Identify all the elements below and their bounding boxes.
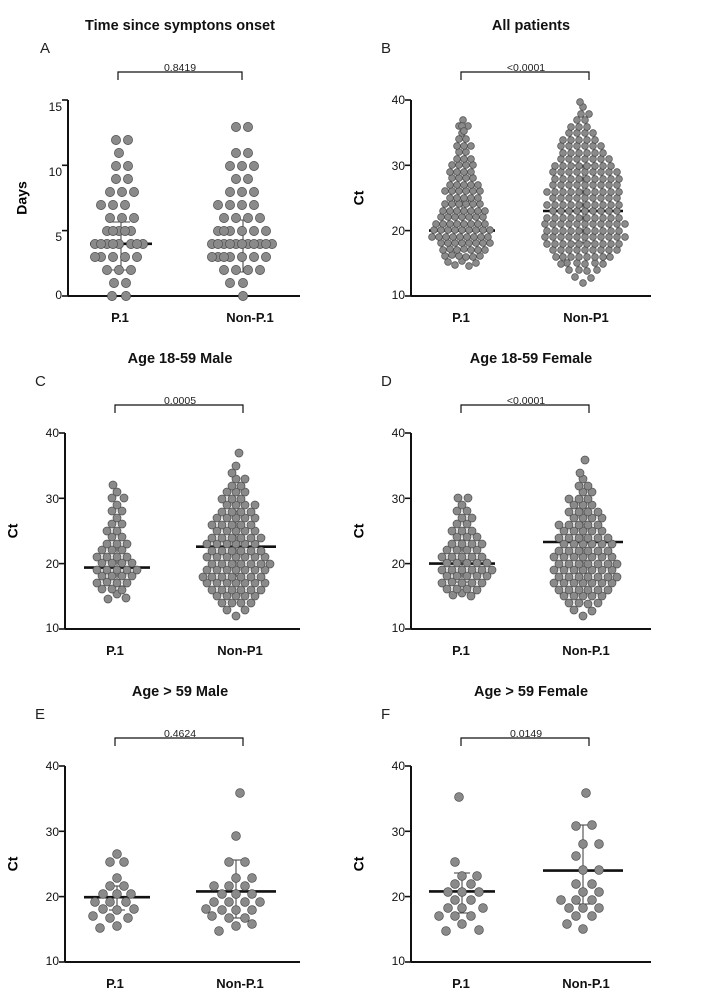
panel-a-letter: A [40, 40, 51, 57]
panel-a-xtick-p1: P.1 [111, 310, 129, 325]
panel-c-ylabel: Ct [4, 523, 21, 539]
panel-a-ytick-0: 0 [55, 288, 62, 302]
panel-e-letter: E [35, 706, 46, 723]
panel-c-pvalue: 0.0005 [163, 395, 197, 407]
panel-a-plot [0, 0, 351, 333]
panel-d-xtick-nonp1: Non-P.1 [562, 643, 610, 658]
panel-d-ytick-40: 40 [391, 426, 405, 440]
panel-d-xtick-p1: P.1 [452, 643, 470, 658]
panel-f-ytick-10: 10 [391, 954, 405, 968]
panel-b-xtick-nonp1: Non-P1 [563, 310, 609, 325]
panel-d-ylabel: Ct [350, 523, 367, 539]
panel-e-ytick-40: 40 [45, 759, 59, 773]
panel-f [351, 666, 702, 999]
panel-b-title: All patients [491, 18, 571, 34]
panel-b-ytick-30: 30 [391, 159, 405, 173]
panel-c-ytick-40: 40 [45, 426, 59, 440]
panel-d-ytick-30: 30 [391, 492, 405, 506]
panel-d-letter: D [381, 373, 392, 390]
panel-f-title: Age > 59 Female [473, 684, 589, 700]
panel-b-ylabel: Ct [350, 190, 367, 206]
panel-c-ytick-20: 20 [45, 557, 59, 571]
panel-b-ytick-20: 20 [391, 224, 405, 238]
panel-c-title: Age 18-59 Male [127, 351, 233, 367]
panel-e-ylabel: Ct [4, 856, 21, 872]
panel-d-pvalue: <0.0001 [506, 395, 546, 407]
panel-c-letter: C [35, 373, 46, 390]
panel-f-xtick-nonp1: Non-P.1 [562, 976, 610, 991]
panel-a-xtick-nonp1: Non-P.1 [226, 310, 274, 325]
panel-e-plot [0, 666, 351, 999]
panel-a [0, 0, 351, 333]
panel-b-letter: B [381, 40, 392, 57]
panel-c-plot [0, 333, 351, 666]
panel-e-ytick-30: 30 [45, 825, 59, 839]
panel-f-xtick-p1: P.1 [452, 976, 470, 991]
panel-d-ytick-10: 10 [391, 621, 405, 635]
panel-c [0, 333, 351, 666]
panel-e-pvalue: 0.4624 [163, 728, 197, 740]
panel-b-pvalue: <0.0001 [506, 62, 546, 74]
panel-f-pvalue: 0.0149 [509, 728, 543, 740]
panel-f-ylabel: Ct [350, 856, 367, 872]
panel-a-pvalue: 0.8419 [163, 62, 197, 74]
panel-d-title: Age 18-59 Female [469, 351, 593, 367]
panel-c-ytick-10: 10 [45, 621, 59, 635]
panel-b-ytick-10: 10 [391, 288, 405, 302]
panel-c-xtick-p1: P.1 [106, 643, 124, 658]
panel-a-ytick-15: 15 [48, 100, 62, 114]
panel-a-ylabel: Days [13, 181, 30, 215]
panel-b-plot [351, 0, 702, 333]
panel-d-ytick-20: 20 [391, 557, 405, 571]
panel-d [351, 333, 702, 666]
panel-c-ytick-30: 30 [45, 492, 59, 506]
panel-b [351, 0, 702, 333]
panel-f-letter: F [381, 706, 391, 723]
panel-b-ytick-40: 40 [391, 93, 405, 107]
panel-f-ytick-30: 30 [391, 825, 405, 839]
panel-f-plot [351, 666, 702, 999]
panel-e-ytick-10: 10 [45, 954, 59, 968]
panel-a-title: Time since symptons onset [85, 18, 275, 34]
panel-b-xtick-p1: P.1 [452, 310, 470, 325]
panel-a-ytick-10: 10 [48, 165, 62, 179]
panel-f-ytick-40: 40 [391, 759, 405, 773]
panel-e-xtick-p1: P.1 [106, 976, 124, 991]
panel-a-ytick-5: 5 [55, 230, 62, 244]
panel-f-ytick-20: 20 [391, 890, 405, 904]
panel-e-ytick-20: 20 [45, 890, 59, 904]
panel-e-title: Age > 59 Male [131, 684, 229, 700]
panel-e-xtick-nonp1: Non-P.1 [216, 976, 264, 991]
panel-e [0, 666, 351, 999]
panel-d-plot [351, 333, 702, 666]
panel-c-xtick-nonp1: Non-P1 [217, 643, 263, 658]
